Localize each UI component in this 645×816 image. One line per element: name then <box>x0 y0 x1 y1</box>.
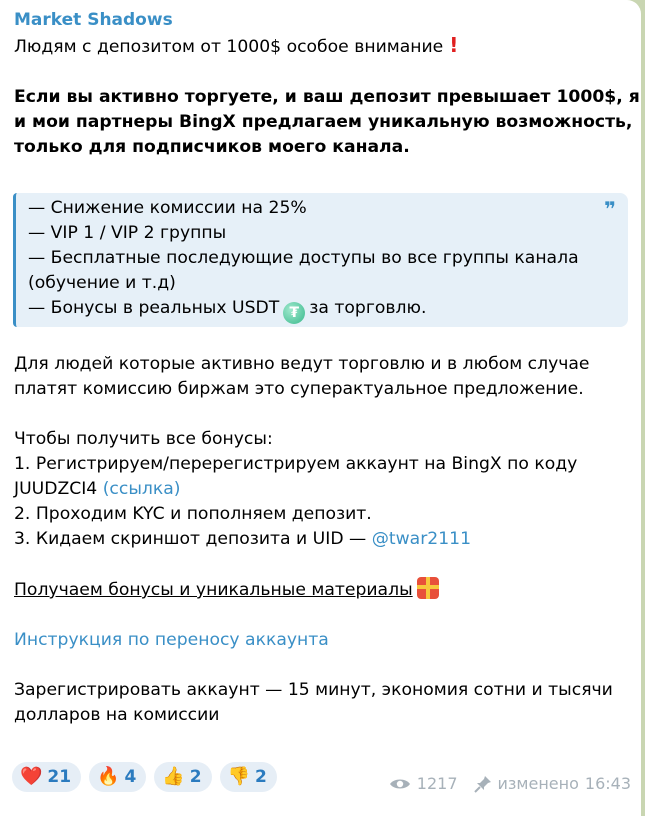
contact-handle-link[interactable]: @twar2111 <box>371 529 472 549</box>
step-2: 2. Проходим KYC и пополняем депозит. <box>14 504 372 524</box>
intro-text: Людям с депозитом от 1000$ особое внимание <box>14 37 444 57</box>
pin-icon <box>474 775 492 793</box>
quote-line: — VIP 1 / VIP 2 группы <box>28 223 227 243</box>
paragraph2-line-1: Для людей которые активно ведут торговлю и в любом случае <box>14 354 590 374</box>
reaction-fire[interactable] <box>89 762 146 792</box>
reactions-bar <box>12 762 277 792</box>
referral-code: JUUDZCI4 <box>14 479 98 499</box>
reaction-count: 4 <box>124 767 137 787</box>
reaction-heart[interactable] <box>12 762 81 792</box>
step-3 <box>14 527 627 552</box>
step-1: 1. Регистрируем/перерегистрируем аккаунт на BingX по коду <box>14 454 578 474</box>
quote-line-last <box>28 296 598 324</box>
quote-block <box>13 193 628 327</box>
reaction-thumbs-up[interactable] <box>154 762 211 792</box>
reaction-thumbs-down[interactable] <box>220 762 277 792</box>
quote-line: — Бесплатные последующие доступы во все группы канала <box>28 248 579 268</box>
instruction-link[interactable]: Инструкция по переносу аккаунта <box>14 630 329 650</box>
message-time: 16:43 <box>584 774 631 793</box>
quote-line: — Снижение комиссии на 25% <box>28 198 307 218</box>
step-3-text: 3. Кидаем скриншот депозита и UID — <box>14 529 367 549</box>
intro-line <box>14 33 627 60</box>
quote-line: (обучение и т.д) <box>28 273 176 293</box>
heart-icon: ❤️ <box>20 766 43 787</box>
quote-icon: ❞ <box>604 197 616 221</box>
bold-line-1: Если вы активно торгуете, и ваш депозит превышает 1000$, я <box>14 87 640 107</box>
bold-line-3: только для подписчиков моего канала. <box>14 137 410 157</box>
thumbs-up-icon: 👍 <box>162 766 185 787</box>
exclamation-icon: ! <box>449 33 459 57</box>
channel-name[interactable]: Market Shadows <box>14 10 173 30</box>
view-count: 1217 <box>416 774 458 793</box>
fire-icon: 🔥 <box>97 766 120 787</box>
eye-icon <box>389 777 411 791</box>
reaction-count: 2 <box>255 767 267 787</box>
usdt-coin-icon: ₮ <box>283 302 305 324</box>
reaction-count: 21 <box>47 767 72 787</box>
thumbs-down-icon: 👎 <box>227 766 251 787</box>
final-line-1: Зарегистрировать аккаунт — 15 минут, экономия сотни и тысячи <box>14 680 613 700</box>
final-line-2: долларов на комиссии <box>14 705 220 725</box>
message-meta <box>389 774 631 793</box>
quote-last-before: — Бонусы в реальных USDT <box>28 298 280 318</box>
bold-line-2: и мои партнеры BingX предлагаем уникальную возможность, <box>14 112 633 132</box>
paragraph2-line-2: платят комиссию биржам это суперактуальное предложение. <box>14 379 584 399</box>
steps-title: Чтобы получить все бонусы: <box>14 429 273 449</box>
referral-link[interactable]: (ссылка) <box>102 479 181 499</box>
quote-last-after: за торговлю. <box>309 298 427 318</box>
gift-icon <box>417 577 439 599</box>
reaction-count: 2 <box>189 767 202 787</box>
bonus-text: Получаем бонусы и уникальные материалы <box>14 580 413 600</box>
bonus-line <box>14 577 627 603</box>
edited-label: изменено <box>497 774 579 793</box>
step-1-code-line <box>14 477 627 502</box>
